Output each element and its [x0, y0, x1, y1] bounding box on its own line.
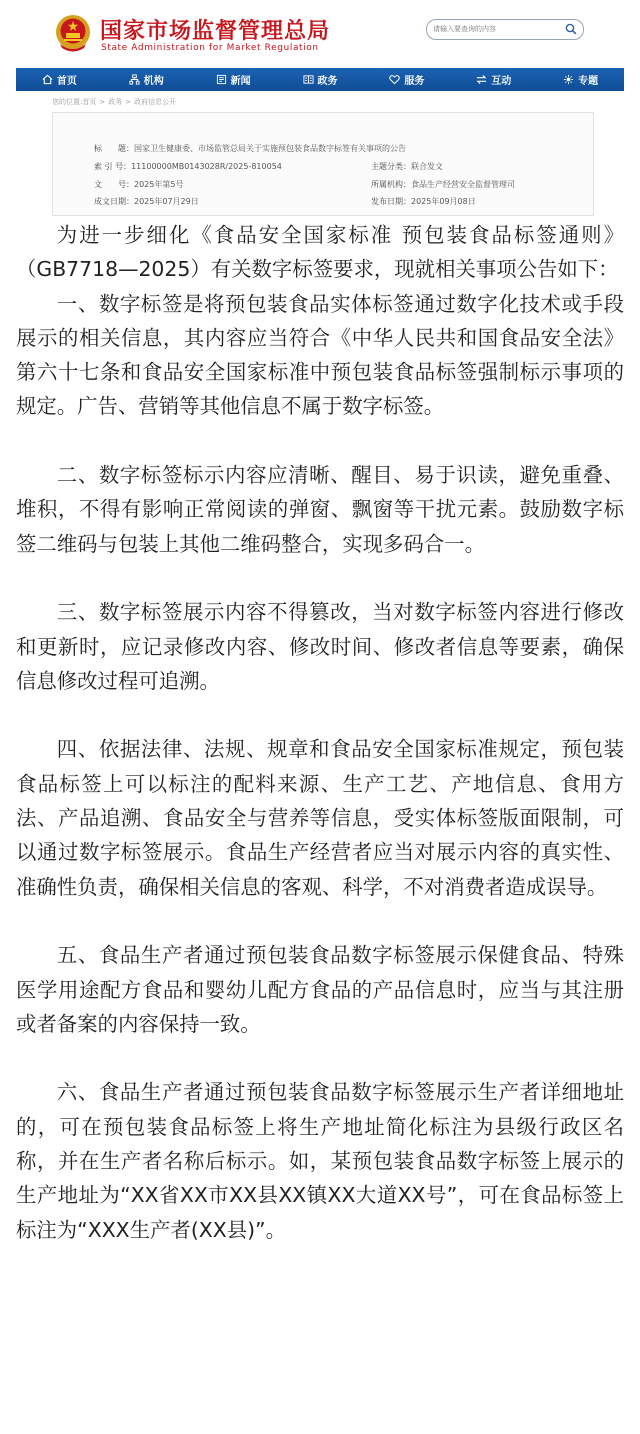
nav-item-label: 政务: [317, 76, 338, 87]
nav-item-org[interactable]: [103, 72, 190, 87]
meta-label: 标 题：: [94, 144, 134, 153]
meta-docno-value: 2025年第5号: [134, 180, 184, 189]
article-intro: 为进一步细化《食品安全国家标准 预包装食品标签通则》（GB7718—2025）有关数字标签要求，现就相关事项公告如下：: [16, 223, 624, 282]
meta-org-value: 食品生产经营安全监督管理司: [411, 180, 515, 189]
nav-item-news[interactable]: [190, 72, 277, 87]
article-paragraph-5: 五、食品生产者通过预包装食品数字标签展示保健食品、特殊医学用途配方食品和婴幼儿配方食品的产品信息时，应当与其注册或者备案的内容保持一致。: [16, 943, 624, 1036]
nav-item-label: 服务: [404, 76, 425, 87]
meta-category-row: [371, 161, 443, 172]
meta-category-value: 联合发文: [411, 162, 443, 171]
article-paragraph-2: 二、数字标签标示内容应清晰、醒目、易于识读，避免重叠、堆积，不得有影响正常阅读的弹窗、飘窗等干扰元素。鼓励数字标签二维码与包装上其他二维码整合，实现多码合一。: [16, 463, 624, 556]
main-nav: [16, 68, 624, 91]
meta-title-value: 国家卫生健康委、市场监管总局关于实施预包装食品数字标签有关事项的公告: [134, 144, 406, 153]
org-icon: [129, 74, 140, 85]
nav-item-label: 首页: [56, 76, 77, 87]
breadcrumb-item[interactable]: 政务: [108, 98, 123, 106]
topic-icon: [563, 74, 574, 85]
meta-org-row: [371, 179, 515, 190]
gov-affairs-icon: [303, 74, 314, 85]
meta-label: 文 号：: [94, 180, 134, 189]
meta-published-row: [371, 196, 476, 207]
breadcrumb-separator: >: [125, 98, 132, 106]
site-header: [0, 0, 640, 66]
search-box: [426, 19, 584, 40]
meta-published-value: 2025年09月08日: [411, 197, 476, 206]
home-icon: [42, 74, 53, 85]
breadcrumb: [52, 97, 179, 107]
service-icon: [389, 74, 400, 85]
article-body: [16, 218, 624, 1247]
article-paragraph-6: 六、食品生产者通过预包装食品数字标签展示生产者详细地址的，可在预包装食品标签上将生产地址简化标注为县级行政区名称，并在生产者名称后标示。如，某预包装食品数字标签上展示的生产地址为“XX省XX市XX县XX镇XX大道XX号”，可在食品标签上标注为“XXX生产者(XX县)”。: [16, 1080, 624, 1242]
site-subtitle: State Administration for Market Regulation: [101, 43, 319, 53]
meta-index-value: 11100000MB0143028R/2025-810054: [131, 162, 282, 171]
news-icon: [216, 74, 227, 85]
meta-label: 索 引 号：: [94, 162, 132, 171]
meta-docno-row: [94, 179, 183, 190]
breadcrumb-separator: >: [99, 98, 106, 106]
search-icon[interactable]: [565, 23, 577, 35]
meta-created-value: 2025年07月29日: [134, 197, 199, 206]
meta-created-row: [94, 196, 199, 207]
national-emblem-icon[interactable]: [55, 14, 91, 52]
breadcrumb-item[interactable]: 政府信息公开: [134, 98, 177, 106]
article-paragraph-4: 四、依据法律、法规、规章和食品安全国家标准规定，预包装食品标签上可以标注的配料来源、生产工艺、产地信息、食用方法、产品追溯、食品安全与营养等信息，受实体标签版面限制，可以通过数字标签展示。食品生产经营者应当对展示内容的真实性、准确性负责，确保相关信息的客观、科学，不对消费者造成误导。: [16, 737, 624, 899]
nav-item-home[interactable]: [16, 72, 103, 87]
meta-label: 所属机构：: [371, 180, 411, 189]
nav-item-topic[interactable]: [537, 72, 624, 87]
meta-label: 主题分类：: [371, 162, 411, 171]
nav-item-label: 新闻: [230, 76, 251, 87]
article-paragraph-1: 一、数字标签是将预包装食品实体标签通过数字化技术或手段展示的相关信息，其内容应当符合《中华人民共和国食品安全法》第六十七条和食品安全国家标准中预包装食品标签强制标示事项的规定。广告、营销等其他信息不属于数字标签。: [16, 291, 624, 419]
breadcrumb-item[interactable]: 您的位置:首页: [52, 98, 97, 106]
site-title[interactable]: 国家市场监督管理总局: [100, 19, 331, 44]
meta-title-row: [94, 143, 406, 154]
nav-item-gov-affairs[interactable]: [277, 72, 364, 87]
nav-item-service[interactable]: [363, 72, 450, 87]
nav-item-label: 互动: [491, 76, 512, 87]
nav-item-label: 专题: [578, 76, 599, 87]
meta-index-row: [94, 161, 282, 172]
interaction-icon: [476, 74, 487, 85]
meta-label: 发布日期：: [371, 197, 411, 206]
nav-item-interaction[interactable]: [450, 72, 537, 87]
document-meta-box: [52, 112, 594, 216]
article-paragraph-3: 三、数字标签展示内容不得篡改，当对数字标签内容进行修改和更新时，应记录修改内容、修改时间、修改者信息等要素，确保信息修改过程可追溯。: [16, 600, 624, 693]
nav-item-label: 机构: [143, 76, 164, 87]
meta-label: 成文日期：: [94, 197, 134, 206]
search-input[interactable]: [433, 21, 559, 37]
